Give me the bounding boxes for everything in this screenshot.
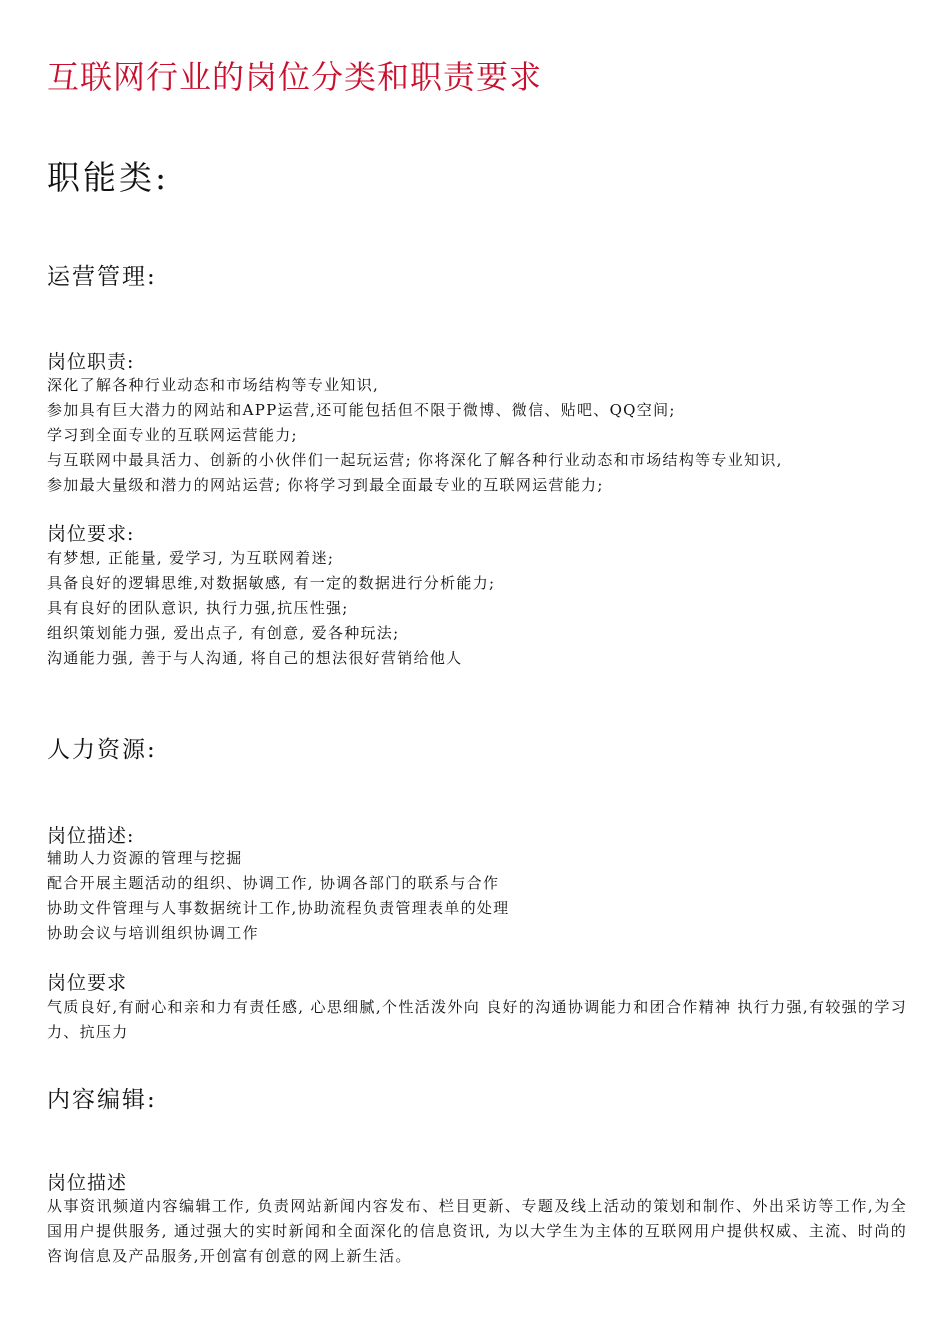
hr-description-list <box>47 846 907 946</box>
section-heading-hr: 人力资源: <box>47 737 157 763</box>
section-heading-operations: 运营管理: <box>47 264 157 290</box>
document-title: 互联网行业的岗位分类和职责要求 <box>47 58 543 96</box>
list-item: 学习到全面专业的互联网运营能力; <box>47 426 298 444</box>
content-editing-description-text: 从事资讯频道内容编辑工作, 负责网站新闻内容发布、栏目更新、专题及线上活动的策划和制作、外出采访等工作,为全国用户提供服务, 通过强大的实时新闻和全面深化的信息资讯, 为以大学生为主体的互联网用户提供权威、主流、时尚的咨询信息及产品服务,开创富有创意的网上新生活。 <box>47 1197 907 1265</box>
list-item: 沟通能力强, 善于与人沟通, 将自己的想法很好营销给他人 <box>47 649 463 667</box>
list-item: 参加最大量级和潜力的网站运营; 你将学习到最全面最专业的互联网运营能力; <box>47 476 604 494</box>
section-heading-content-editing: 内容编辑: <box>47 1087 157 1113</box>
list-item: 具备良好的逻辑思维,对数据敏感, 有一定的数据进行分析能力; <box>47 574 496 592</box>
operations-duties-list <box>47 373 907 498</box>
content-editing-description-heading: 岗位描述 <box>47 1172 128 1194</box>
list-item: 辅助人力资源的管理与挖掘 <box>47 849 243 867</box>
list-item: 组织策划能力强, 爱出点子, 有创意, 爱各种玩法; <box>47 624 400 642</box>
list-item: 协助文件管理与人事数据统计工作,协助流程负责管理表单的处理 <box>47 899 510 917</box>
list-item: 协助会议与培训组织协调工作 <box>47 924 259 942</box>
list-item: 深化了解各种行业动态和市场结构等专业知识, <box>47 376 380 394</box>
list-item: 与互联网中最具活力、创新的小伙伴们一起玩运营; 你将深化了解各种行业动态和市场结构等专业知识, <box>47 451 783 469</box>
hr-requirements-heading: 岗位要求 <box>47 972 128 994</box>
operations-duties-heading: 岗位职责: <box>47 351 135 373</box>
operations-requirements-heading: 岗位要求: <box>47 523 135 545</box>
list-item: 具有良好的团队意识, 执行力强,抗压性强; <box>47 599 349 617</box>
category-heading: 职能类: <box>47 158 170 197</box>
list-item: 配合开展主题活动的组织、协调工作, 协调各部门的联系与合作 <box>47 874 500 892</box>
list-item: 参加具有巨大潜力的网站和APP运营,还可能包括但不限于微博、微信、贴吧、QQ空间; <box>47 401 676 419</box>
list-item: 有梦想, 正能量, 爱学习, 为互联网着迷; <box>47 549 335 567</box>
operations-requirements-list <box>47 546 907 671</box>
hr-requirements-text: 气质良好,有耐心和亲和力有责任感, 心思细腻,个性活泼外向 良好的沟通协调能力和团合作精神 执行力强,有较强的学习力、抗压力 <box>47 998 907 1041</box>
hr-description-heading: 岗位描述: <box>47 825 135 847</box>
